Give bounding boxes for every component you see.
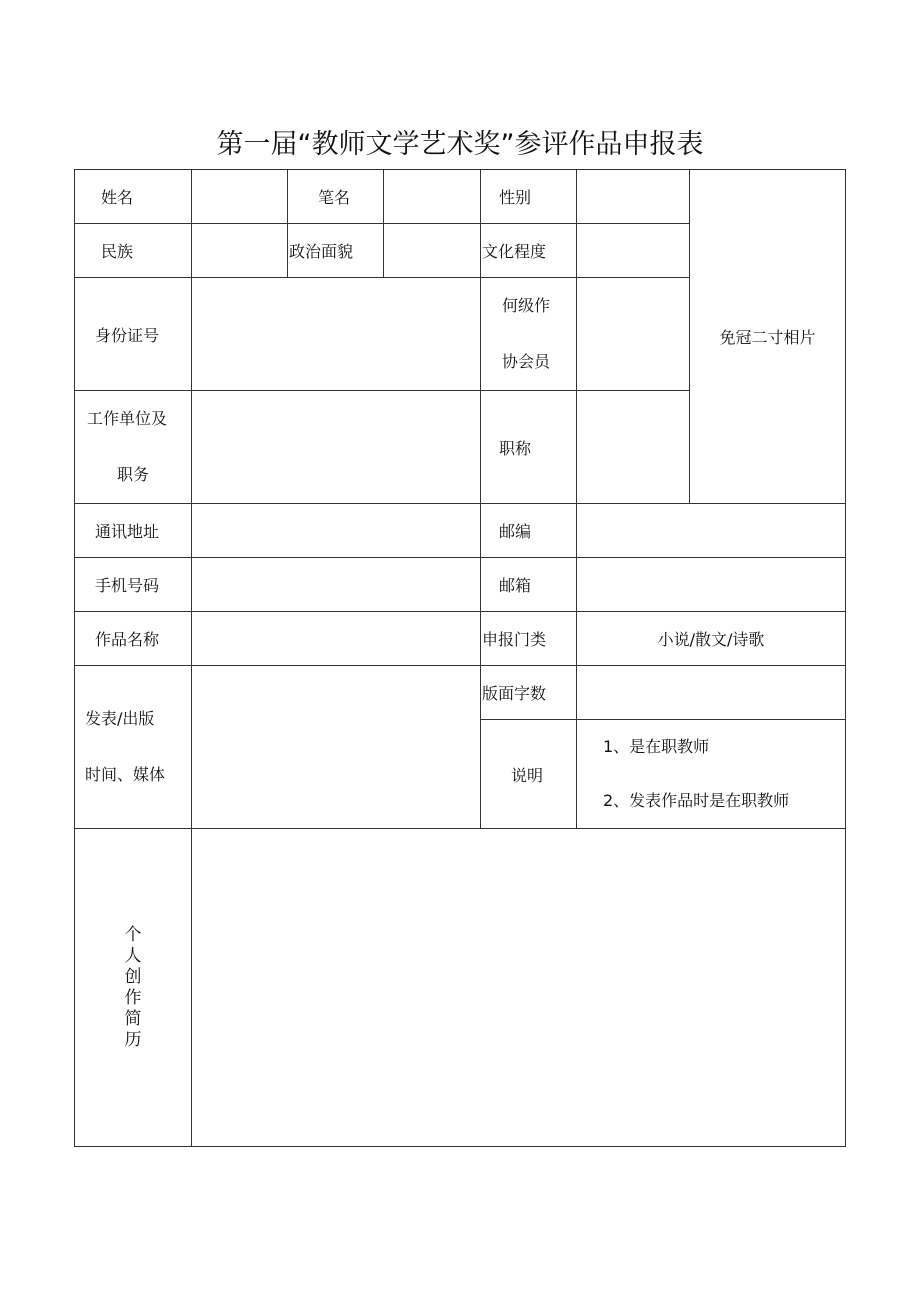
work-unit-field[interactable] [192, 391, 481, 504]
photo-box[interactable]: 免冠二寸相片 [690, 170, 846, 504]
note-item-1: 1、是在职教师 [603, 737, 710, 756]
political-status-field[interactable] [384, 224, 481, 278]
ethnicity-field[interactable] [192, 224, 288, 278]
id-number-field[interactable] [192, 278, 481, 391]
word-count-label: 版面字数 [481, 666, 577, 720]
id-number-label: 身份证号 [75, 278, 192, 391]
category-label: 申报门类 [481, 612, 577, 666]
address-label: 通讯地址 [75, 504, 192, 558]
writer-association-label [481, 278, 577, 391]
gender-label: 性别 [481, 170, 577, 224]
postcode-label: 邮编 [481, 504, 577, 558]
writer-association-field[interactable] [577, 278, 690, 391]
application-form-table [74, 169, 846, 1147]
word-count-field[interactable] [577, 666, 846, 720]
postcode-field[interactable] [577, 504, 846, 558]
work-unit-label-line1: 工作单位及 [87, 409, 168, 428]
work-unit-label [75, 391, 192, 504]
notes-label: 说明 [481, 720, 577, 829]
bio-label-text: 个人创作简历 [124, 924, 142, 1050]
mobile-label: 手机号码 [75, 558, 192, 612]
name-field[interactable] [192, 170, 288, 224]
professional-title-field[interactable] [577, 391, 690, 504]
work-title-label: 作品名称 [75, 612, 192, 666]
gender-field[interactable] [577, 170, 690, 224]
name-label: 姓名 [75, 170, 192, 224]
mobile-field[interactable] [192, 558, 481, 612]
publish-label-line1: 发表/出版 [85, 709, 155, 728]
bio-label [75, 829, 192, 1147]
notes-value [577, 720, 846, 829]
email-field[interactable] [577, 558, 846, 612]
note-item-2: 2、发表作品时是在职教师 [603, 791, 790, 810]
email-label: 邮箱 [481, 558, 577, 612]
pen-name-field[interactable] [384, 170, 481, 224]
work-title-field[interactable] [192, 612, 481, 666]
education-label: 文化程度 [481, 224, 577, 278]
ethnicity-label: 民族 [75, 224, 192, 278]
work-unit-label-line2: 职务 [117, 465, 150, 484]
publish-field[interactable] [192, 666, 481, 829]
page-title: 第一届“教师文学艺术奖”参评作品申报表 [216, 129, 704, 160]
political-status-label: 政治面貌 [288, 224, 384, 278]
publish-label [75, 666, 192, 829]
professional-title-label: 职称 [481, 391, 577, 504]
writer-association-label-line2: 协会员 [502, 352, 551, 371]
bio-field[interactable] [192, 829, 846, 1147]
publish-label-line2: 时间、媒体 [85, 765, 166, 784]
education-field[interactable] [577, 224, 690, 278]
pen-name-label: 笔名 [288, 170, 384, 224]
category-value[interactable]: 小说/散文/诗歌 [577, 612, 846, 666]
writer-association-label-line1: 何级作 [502, 296, 551, 315]
address-field[interactable] [192, 504, 481, 558]
